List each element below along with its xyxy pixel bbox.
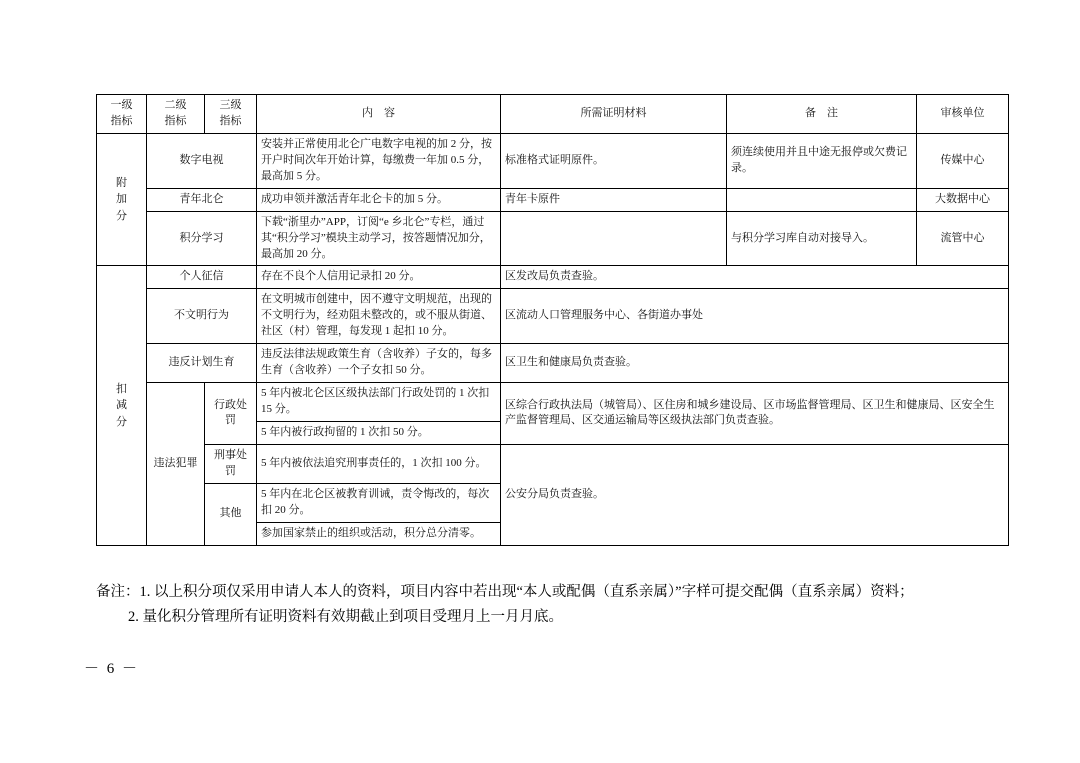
header-auditor: 审核单位 [917,95,1009,134]
footnote-line-1: 备注：1. 以上积分项仅采用申请人本人的资料，项目内容中若出现“本人或配偶（直系亲属）”字样可提交配偶（直系亲属）资料； [96,584,914,600]
materials-cell: 区发改局负责查验。 [501,266,1009,289]
level3-label: 行政处罚 [205,383,257,445]
content-cell: 存在不良个人信用记录扣 20 分。 [257,266,501,289]
materials-cell: 青年卡原件 [501,188,727,211]
content-cell: 参加国家禁止的组织或活动，积分总分清零。 [257,522,501,545]
auditor-cell: 大数据中心 [917,188,1009,211]
table-row [97,188,1009,211]
level2-label: 数字电视 [147,133,257,188]
materials-cell: 标准格式证明原件。 [501,133,727,188]
remarks-cell: 与积分学习库自动对接导入。 [727,211,917,266]
footnote-line-2: 2. 量化积分管理所有证明资料有效期截止到项目受理月上一月月底。 [128,609,563,626]
table-row [97,266,1009,289]
content-cell: 5 年内被依法追究刑事责任的，1 次扣 100 分。 [257,444,501,483]
materials-cell: 区综合行政执法局（城管局）、区住房和城乡建设局、区市场监督管理局、区卫生和健康局、区安全生产监督管理局、区交通运输局等区级执法部门负责查验。 [501,383,1009,445]
materials-cell: 区流动人口管理服务中心、各街道办事处 [501,289,1009,344]
level1-bonus: 附 加 分 [97,133,147,266]
level2-label: 不文明行为 [147,289,257,344]
footnotes [96,580,1008,631]
materials-cell [501,211,727,266]
content-cell: 安装并正常使用北仑广电数字电视的加 2 分，按开户时间次年开始计算，每缴费一年加 0.5 分，最高加 5 分。 [257,133,501,188]
level3-label: 其他 [205,483,257,545]
auditor-cell: 流管中心 [917,211,1009,266]
header-materials: 所需证明材料 [501,95,727,134]
content-cell: 5 年内被行政拘留的 1 次扣 50 分。 [257,421,501,444]
level2-label: 积分学习 [147,211,257,266]
header-remarks: 备 注 [727,95,917,134]
table-header-row [97,95,1009,134]
level2-label: 违反计划生育 [147,344,257,383]
content-cell: 5 年内被北仑区区级执法部门行政处罚的 1 次扣 15 分。 [257,383,501,422]
materials-cell: 公安分局负责查验。 [501,444,1009,545]
page-number: － 6 － [84,661,140,677]
table-row [97,211,1009,266]
level2-label: 青年北仑 [147,188,257,211]
header-level1: 一级 指标 [97,95,147,134]
scoring-criteria-table [96,94,1009,546]
remarks-cell: 须连续使用并且中途无报停或欠费记录。 [727,133,917,188]
content-cell: 成功申领并激活青年北仑卡的加 5 分。 [257,188,501,211]
auditor-cell: 传媒中心 [917,133,1009,188]
table-row [97,344,1009,383]
content-cell: 下载“浙里办”APP，订阅“e 乡北仑”专栏，通过其“积分学习”模块主动学习，按答题情况加分，最高加 20 分。 [257,211,501,266]
table-row [97,383,1009,422]
table-row [97,289,1009,344]
remarks-cell [727,188,917,211]
content-cell: 违反法律法规政策生育（含收养）子女的，每多生育（含收养）一个子女扣 50 分。 [257,344,501,383]
content-cell: 5 年内在北仑区被教育训诫，责令悔改的，每次扣 20 分。 [257,483,501,522]
level2-label: 个人征信 [147,266,257,289]
level2-label: 违法犯罪 [147,383,205,546]
header-level2: 二级 指标 [147,95,205,134]
content-cell: 在文明城市创建中，因不遵守文明规范，出现的不文明行为，经劝阻未整改的，或不服从街道、社区（村）管理，每发现 1 起扣 10 分。 [257,289,501,344]
table-row [97,444,1009,483]
level1-deduction: 扣 减 分 [97,266,147,545]
materials-cell: 区卫生和健康局负责查验。 [501,344,1009,383]
header-content: 内 容 [257,95,501,134]
table-row [97,133,1009,188]
header-level3: 三级 指标 [205,95,257,134]
level3-label: 刑事处罚 [205,444,257,483]
